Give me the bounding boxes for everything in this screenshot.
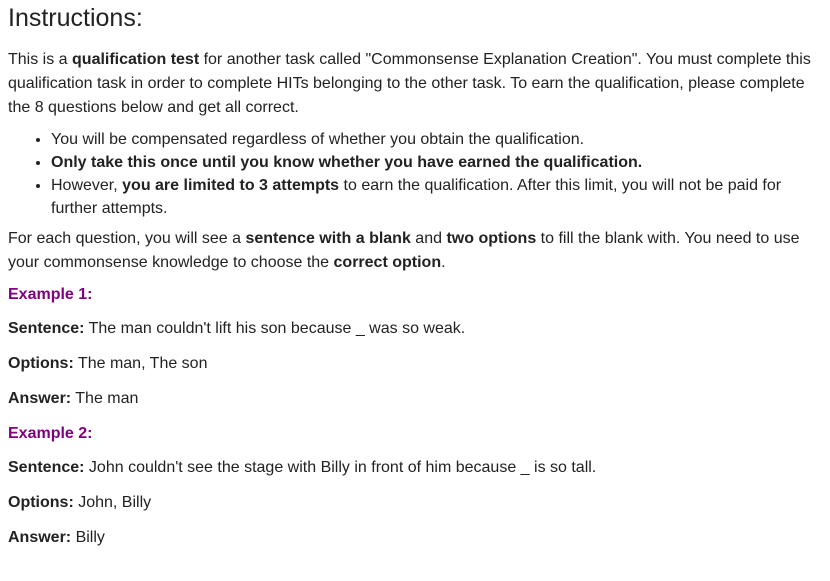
answer-label: Answer: xyxy=(8,529,72,546)
example-1 xyxy=(8,285,822,409)
task-desc-text-4: . xyxy=(441,254,446,271)
intro-bold-qualification-test: qualification test xyxy=(72,51,200,68)
sentence-label: Sentence: xyxy=(8,459,85,476)
task-desc-bold-correct-option: correct option xyxy=(333,254,442,271)
example-1-answer-text: The man xyxy=(75,390,139,407)
example-2-sentence-text: John couldn't see the stage with Billy in front of him because _ is so tall. xyxy=(88,459,597,476)
note-compensation-text: You will be compensated regardless of whether you obtain the qualification. xyxy=(51,131,585,148)
example-1-sentence-text: The man couldn't lift his son because _ was so weak. xyxy=(88,320,466,337)
note-take-once-text: Only take this once until you know whether you have earned the qualification. xyxy=(51,154,643,171)
example-2-answer-text: Billy xyxy=(75,529,105,546)
example-2-options-text: John, Billy xyxy=(78,494,152,511)
page-title: Instructions: xyxy=(8,4,143,32)
options-label: Options: xyxy=(8,355,74,372)
note-take-once xyxy=(51,151,822,174)
options-label: Options: xyxy=(8,494,74,511)
task-desc-text-2: and xyxy=(410,230,447,247)
task-desc-text-1: For each question, you will see a xyxy=(8,230,246,247)
example-2-options xyxy=(8,493,822,513)
task-description xyxy=(8,227,822,275)
example-1-options xyxy=(8,354,822,374)
note-attempt-text-1: However, xyxy=(51,177,123,194)
example-1-heading: Example 1: xyxy=(8,286,93,303)
note-compensation xyxy=(51,128,822,151)
example-2 xyxy=(8,424,822,548)
example-2-answer xyxy=(8,528,822,548)
example-2-sentence xyxy=(8,458,822,478)
example-1-sentence xyxy=(8,319,822,339)
example-1-answer xyxy=(8,389,822,409)
intro-text-2: for another task called "Commonsense Explanation Creation". You must complete this qualification task in order to complete HITs belonging to the other task. To earn the qualification, please complete the 8 questions below and get all correct. xyxy=(8,51,811,116)
note-attempt-text-2: to earn the qualification. After this limit, you will not be paid for further attempts. xyxy=(51,177,782,217)
sentence-label: Sentence: xyxy=(8,320,85,337)
task-desc-bold-sentence-blank: sentence with a blank xyxy=(245,230,411,247)
notes-list xyxy=(8,128,822,220)
example-2-heading: Example 2: xyxy=(8,425,93,442)
intro-text-1: This is a xyxy=(8,51,73,68)
task-desc-bold-two-options: two options xyxy=(446,230,537,247)
note-attempt-limit xyxy=(51,174,822,220)
task-desc-text-3: to fill the blank with. You need to use your commonsense knowledge to choose the xyxy=(8,230,800,271)
answer-label: Answer: xyxy=(8,390,72,407)
example-1-options-text: The man, The son xyxy=(77,355,208,372)
note-attempt-bold: you are limited to 3 attempts xyxy=(122,177,340,194)
intro-paragraph xyxy=(8,48,822,120)
